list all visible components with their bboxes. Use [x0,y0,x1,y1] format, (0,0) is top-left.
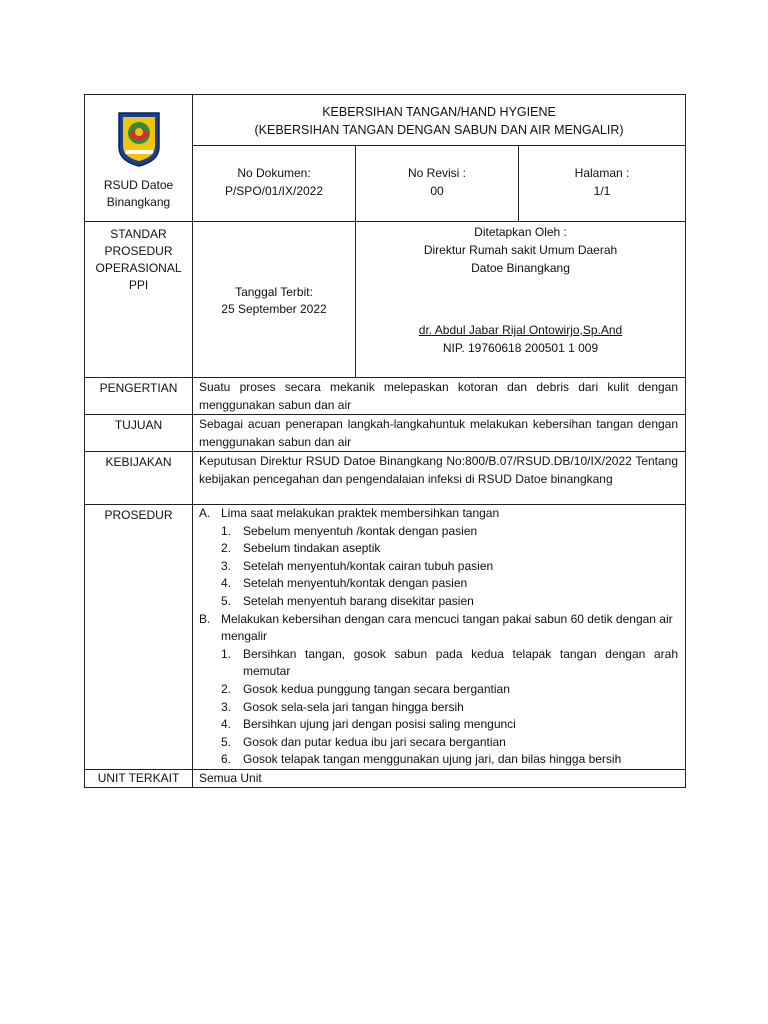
item-text: Bersihkan tangan, gosok sabun pada kedua telapak tangan dengan arah memutar [243,646,679,679]
list-item [199,751,678,769]
sop-table [84,94,686,788]
item-text: Setelah menyentuh barang disekitar pasien [243,593,474,608]
item-number: 4. [221,717,232,732]
item-number: 6. [221,752,232,767]
signer-name: dr. Abdul Jabar Rijal Ontowirjo,Sp.And [418,323,623,337]
unit-terkait-text: Semua Unit [193,769,686,788]
list-item [199,681,678,699]
section-text: Melakukan kebersihan dengan cara mencuci tangan pakai sabun 60 detik dengan air mengalir [221,611,673,644]
tujuan-text: Sebagai acuan penerapan langkah-langkahuntuk melakukan kebersihan tangan dengan menggunakan sabun dan air [193,415,686,452]
tanggal-terbit-label: Tanggal Terbit: [235,285,313,299]
item-text: Gosok sela-sela jari tangan hingga bersih [243,699,464,714]
no-dokumen-value: P/SPO/01/IX/2022 [224,184,324,198]
ditetapkan-line1: Direktur Rumah sakit Umum Daerah [423,243,618,257]
list-item [199,699,678,717]
no-revisi-cell [356,146,519,222]
pengertian-label: PENGERTIAN [85,378,193,415]
kebijakan-label: KEBIJAKAN [85,452,193,505]
prosedur-section-b [199,611,678,646]
item-number: 2. [221,541,232,556]
standar-line: STANDAR [110,227,167,241]
no-revisi-value: 00 [430,184,444,198]
item-text: Gosok dan putar kedua ibu jari secara bergantian [243,734,506,749]
no-dokumen-label: No Dokumen: [237,166,311,180]
no-revisi-label: No Revisi : [407,166,466,180]
item-text: Sebelum tindakan aseptik [243,541,381,556]
section-marker: B. [199,611,211,626]
halaman-cell [519,146,686,222]
item-text: Sebelum menyentuh /kontak dengan pasien [243,523,478,538]
halaman-label: Halaman : [574,166,630,180]
standar-line: PPI [128,278,149,292]
item-text: Setelah menyentuh/kontak cairan tubuh pasien [243,558,494,573]
unit-terkait-label: UNIT TERKAIT [85,769,193,788]
document-subtitle: (KEBERSIHAN TANGAN DENGAN SABUN DAN AIR MENGALIR) [254,123,624,137]
ditetapkan-label: Ditetapkan Oleh : [474,225,567,239]
signer-nip: NIP. 19760618 200501 1 009 [442,341,599,355]
standar-line: OPERASIONAL [95,261,182,275]
section-text: Lima saat melakukan praktek membersihkan tangan [221,506,500,520]
kebijakan-text: Keputusan Direktur RSUD Datoe Binangkang No:800/B.07/RSUD.DB/10/IX/2022 Tentang kebijakan pencegahan dan pengendalaian infeksi di RSUD Datoe binangkang [193,452,686,505]
standar-cell [85,222,193,378]
item-number: 5. [221,593,232,608]
item-text: Setelah menyentuh/kontak dengan pasien [243,576,468,591]
ditetapkan-line2: Datoe Binangkang [471,261,570,275]
list-item [199,575,678,593]
list-item [199,593,678,611]
item-number: 3. [221,558,232,573]
list-item [199,523,678,541]
list-item [199,646,678,681]
pengertian-text: Suatu proses secara mekanik melepaskan kotoran dan debris dari kulit dengan menggunakan sabun dan air [193,378,686,415]
prosedur-content [193,505,686,770]
sop-document [84,94,685,788]
halaman-value: 1/1 [593,184,611,198]
item-text: Gosok telapak tangan menggunakan ujung jari, dan bilas hingga bersih [243,752,622,767]
tanggal-terbit-cell [193,222,356,378]
item-number: 3. [221,699,232,714]
list-item [199,734,678,752]
item-number: 1. [221,646,232,661]
standar-line: PROSEDUR [104,244,173,258]
item-number: 1. [221,523,232,538]
prosedur-label: PROSEDUR [85,505,193,770]
item-number: 2. [221,681,232,696]
document-title-cell [193,95,686,146]
tanggal-terbit-value: 25 September 2022 [221,302,327,316]
item-number: 5. [221,734,232,749]
no-dokumen-cell [193,146,356,222]
hospital-name-line1: RSUD Datoe [103,178,174,192]
item-number: 4. [221,576,232,591]
list-item [199,558,678,576]
section-marker: A. [199,506,211,520]
document-title: KEBERSIHAN TANGAN/HAND HYGIENE [322,105,556,119]
tujuan-label: TUJUAN [85,415,193,452]
hospital-logo-cell [85,95,193,222]
hospital-logo-icon [116,111,162,167]
prosedur-section-a [199,505,678,523]
list-item [199,716,678,734]
item-text: Gosok kedua punggung tangan secara bergantian [243,681,510,696]
item-text: Bersihkan ujung jari dengan posisi saling mengunci [243,717,516,732]
hospital-name-line2: Binangkang [106,195,171,209]
ditetapkan-cell [356,222,686,378]
list-item [199,540,678,558]
